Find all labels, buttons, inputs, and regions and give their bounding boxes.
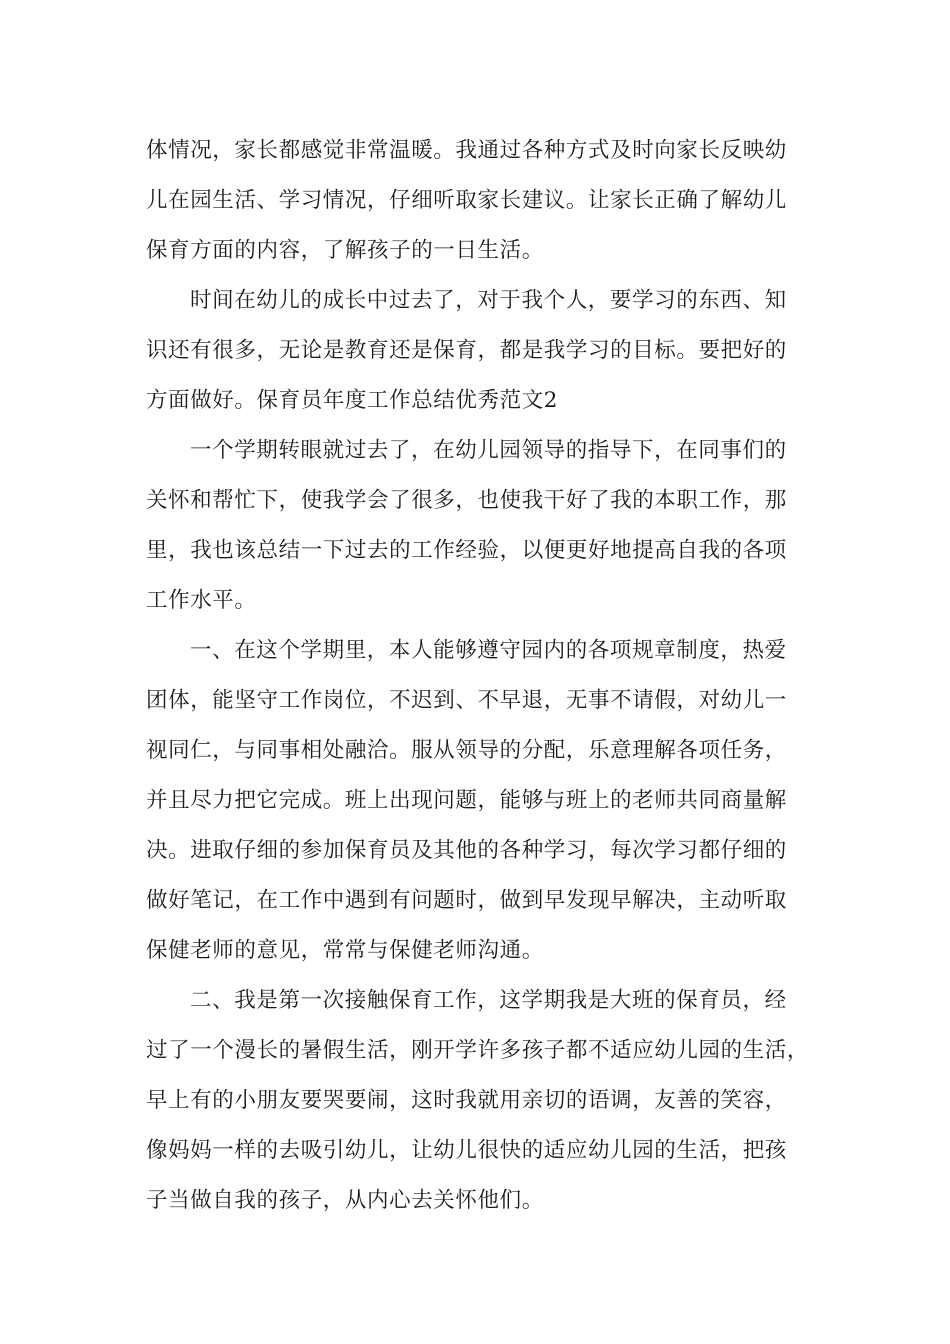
- text-line-13: 视同仁，与同事相处融洽。服从领导的分配，乐意理解各项任务，: [146, 738, 787, 763]
- text-line-1: 体情况，家长都感觉非常温暖。我通过各种方式及时向家长反映幼: [146, 138, 787, 163]
- text-line-4: 时间在幼儿的成长中过去了，对于我个人，要学习的东西、知: [190, 288, 787, 313]
- text-line-9: 里，我也该总结一下过去的工作经验，以便更好地提高自我的各项: [146, 538, 787, 563]
- text-line-8: 关怀和帮忙下，使我学会了很多，也使我干好了我的本职工作，那: [146, 488, 787, 513]
- text-line-7: 一个学期转眼就过去了，在幼儿园领导的指导下，在同事们的: [190, 438, 787, 463]
- text-line-15: 决。进取仔细的参加保育员及其他的各种学习，每次学习都仔细的: [146, 838, 787, 863]
- text-line-3: 保育方面的内容，了解孩子的一日生活。: [146, 238, 544, 263]
- text-line-12: 团体，能坚守工作岗位，不迟到、不早退，无事不请假，对幼儿一: [146, 688, 787, 713]
- text-line-18: 二、我是第一次接触保育工作，这学期我是大班的保育员，经: [190, 988, 787, 1013]
- text-line-21: 像妈妈一样的去吸引幼儿，让幼儿很快的适应幼儿园的生活，把孩: [146, 1138, 787, 1163]
- text-line-17: 保健老师的意见，常常与保健老师沟通。: [146, 938, 544, 963]
- text-line-22: 子当做自我的孩子，从内心去关怀他们。: [146, 1188, 544, 1213]
- text-line-6: 方面做好。保育员年度工作总结优秀范文2: [146, 388, 559, 413]
- text-line-10: 工作水平。: [146, 588, 257, 613]
- text-line-20: 早上有的小朋友要哭要闹，这时我就用亲切的语调，友善的笑容，: [146, 1088, 787, 1113]
- text-line-14: 并且尽力把它完成。班上出现问题，能够与班上的老师共同商量解: [146, 788, 787, 813]
- text-line-11: 一、在这个学期里，本人能够遵守园内的各项规章制度，热爱: [190, 638, 787, 663]
- text-line-16: 做好笔记，在工作中遇到有问题时，做到早发现早解决，主动听取: [146, 888, 787, 913]
- text-line-19: 过了一个漫长的暑假生活，刚开学许多孩子都不适应幼儿园的生活，: [146, 1038, 810, 1063]
- text-line-5: 识还有很多，无论是教育还是保育，都是我学习的目标。要把好的: [146, 338, 787, 363]
- text-line-2: 儿在园生活、学习情况，仔细听取家长建议。让家长正确了解幼儿: [146, 188, 787, 213]
